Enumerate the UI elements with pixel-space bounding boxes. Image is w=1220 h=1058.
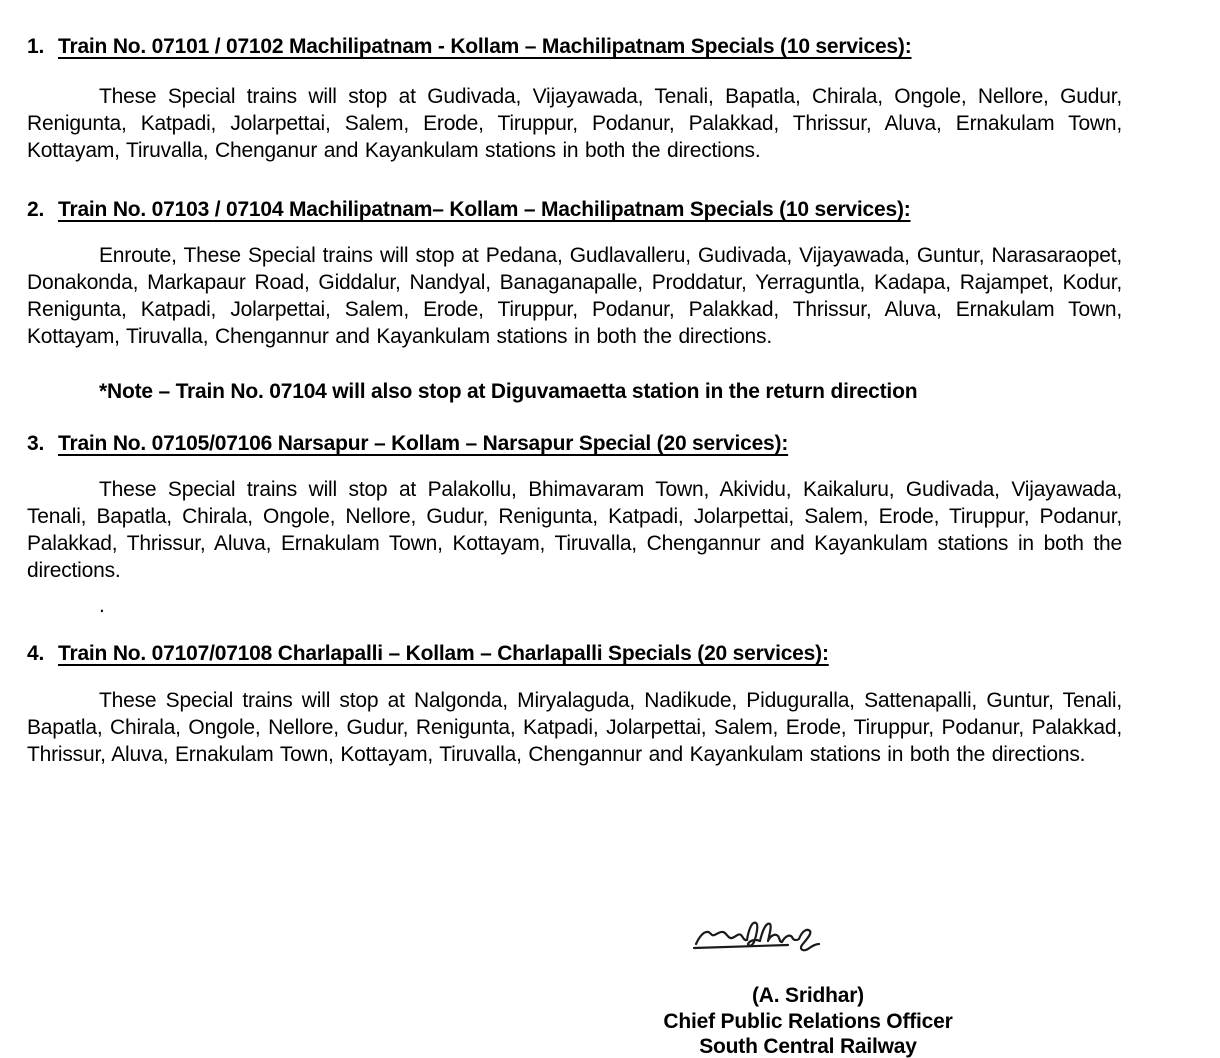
section-1-paragraph: These Special trains will stop at Gudivada, Vijayawada, Tenali, Bapatla, Chirala, Ongole, Nellore, Gudur, Renigunta, Katpadi, Jolarpettai, Salem, Erode, Tiruppur, Podanur, Palakkad, Thrissur, Aluva, Ernakulam Town, Kottayam, Tiruvalla, Chenganur and Kayankulam stations in both the directions. bbox=[27, 85, 1122, 162]
section-2-number: 2. bbox=[27, 198, 45, 221]
section-3-number: 3. bbox=[27, 432, 45, 455]
section-2-heading bbox=[27, 196, 1122, 224]
handwritten-signature-icon bbox=[692, 913, 842, 961]
section-4-number: 4. bbox=[27, 642, 45, 665]
section-1-number: 1. bbox=[27, 35, 45, 58]
section-3-title: Train No. 07105/07106 Narsapur – Kollam – Narsapur Special (20 services): bbox=[58, 432, 789, 455]
signatory-organization: South Central Railway bbox=[699, 1035, 917, 1058]
section-1-heading bbox=[27, 33, 1122, 61]
section-3-trailing-period: . bbox=[99, 594, 105, 617]
section-2-note: *Note – Train No. 07104 will also stop at Diguvamaetta station in the return direction bbox=[99, 380, 918, 403]
section-3-paragraph: These Special trains will stop at Palakollu, Bhimavaram Town, Akividu, Kaikaluru, Gudivada, Vijayawada, Tenali, Bapatla, Chirala, Ongole, Nellore, Gudur, Renigunta, Katpadi, Jolarpettai, Salem, Erode, Tiruppur, Podanur, Palakkad, Thrissur, Aluva, Ernakulam Town, Kottayam, Tiruvalla, Chengannur and Kayankulam stations in both the directions. bbox=[27, 478, 1122, 582]
document-page bbox=[0, 33, 1220, 1058]
section-4-paragraph: These Special trains will stop at Nalgonda, Miryalaguda, Nadikude, Piduguralla, Sattenapalli, Guntur, Tenali, Bapatla, Chirala, Ongole, Nellore, Gudur, Renigunta, Katpadi, Jolarpettai, Salem, Erode, Tiruppur, Podanur, Palakkad, Thrissur, Aluva, Ernakulam Town, Kottayam, Tiruvalla, Chengannur and Kayankulam stations in both the directions. bbox=[27, 689, 1122, 766]
section-3-heading bbox=[27, 430, 1122, 458]
signature-block bbox=[608, 983, 1008, 1058]
section-1-title: Train No. 07101 / 07102 Machilipatnam - Kollam – Machilipatnam Specials (10 services): bbox=[58, 35, 912, 58]
section-2-paragraph: Enroute, These Special trains will stop at Pedana, Gudlavalleru, Gudivada, Vijayawada, Guntur, Narasaraopet, Donakonda, Markapaur Road, Giddalur, Nandyal, Banaganapalle, Proddatur, Yerraguntla, Kadapa, Rajampet, Kodur, Renigunta, Katpadi, Jolarpettai, Salem, Erode, Tiruppur, Podanur, Palakkad, Thrissur, Aluva, Ernakulam Town, Kottayam, Tiruvalla, Chengannur and Kayankulam stations in both the directions. bbox=[27, 244, 1122, 348]
signatory-name: (A. Sridhar) bbox=[752, 984, 864, 1007]
section-2-title: Train No. 07103 / 07104 Machilipatnam– Kollam – Machilipatnam Specials (10 services): bbox=[58, 198, 911, 221]
section-4-heading bbox=[27, 640, 1122, 668]
section-4-title: Train No. 07107/07108 Charlapalli – Kollam – Charlapalli Specials (20 services): bbox=[58, 642, 829, 665]
signatory-title: Chief Public Relations Officer bbox=[663, 1009, 953, 1033]
